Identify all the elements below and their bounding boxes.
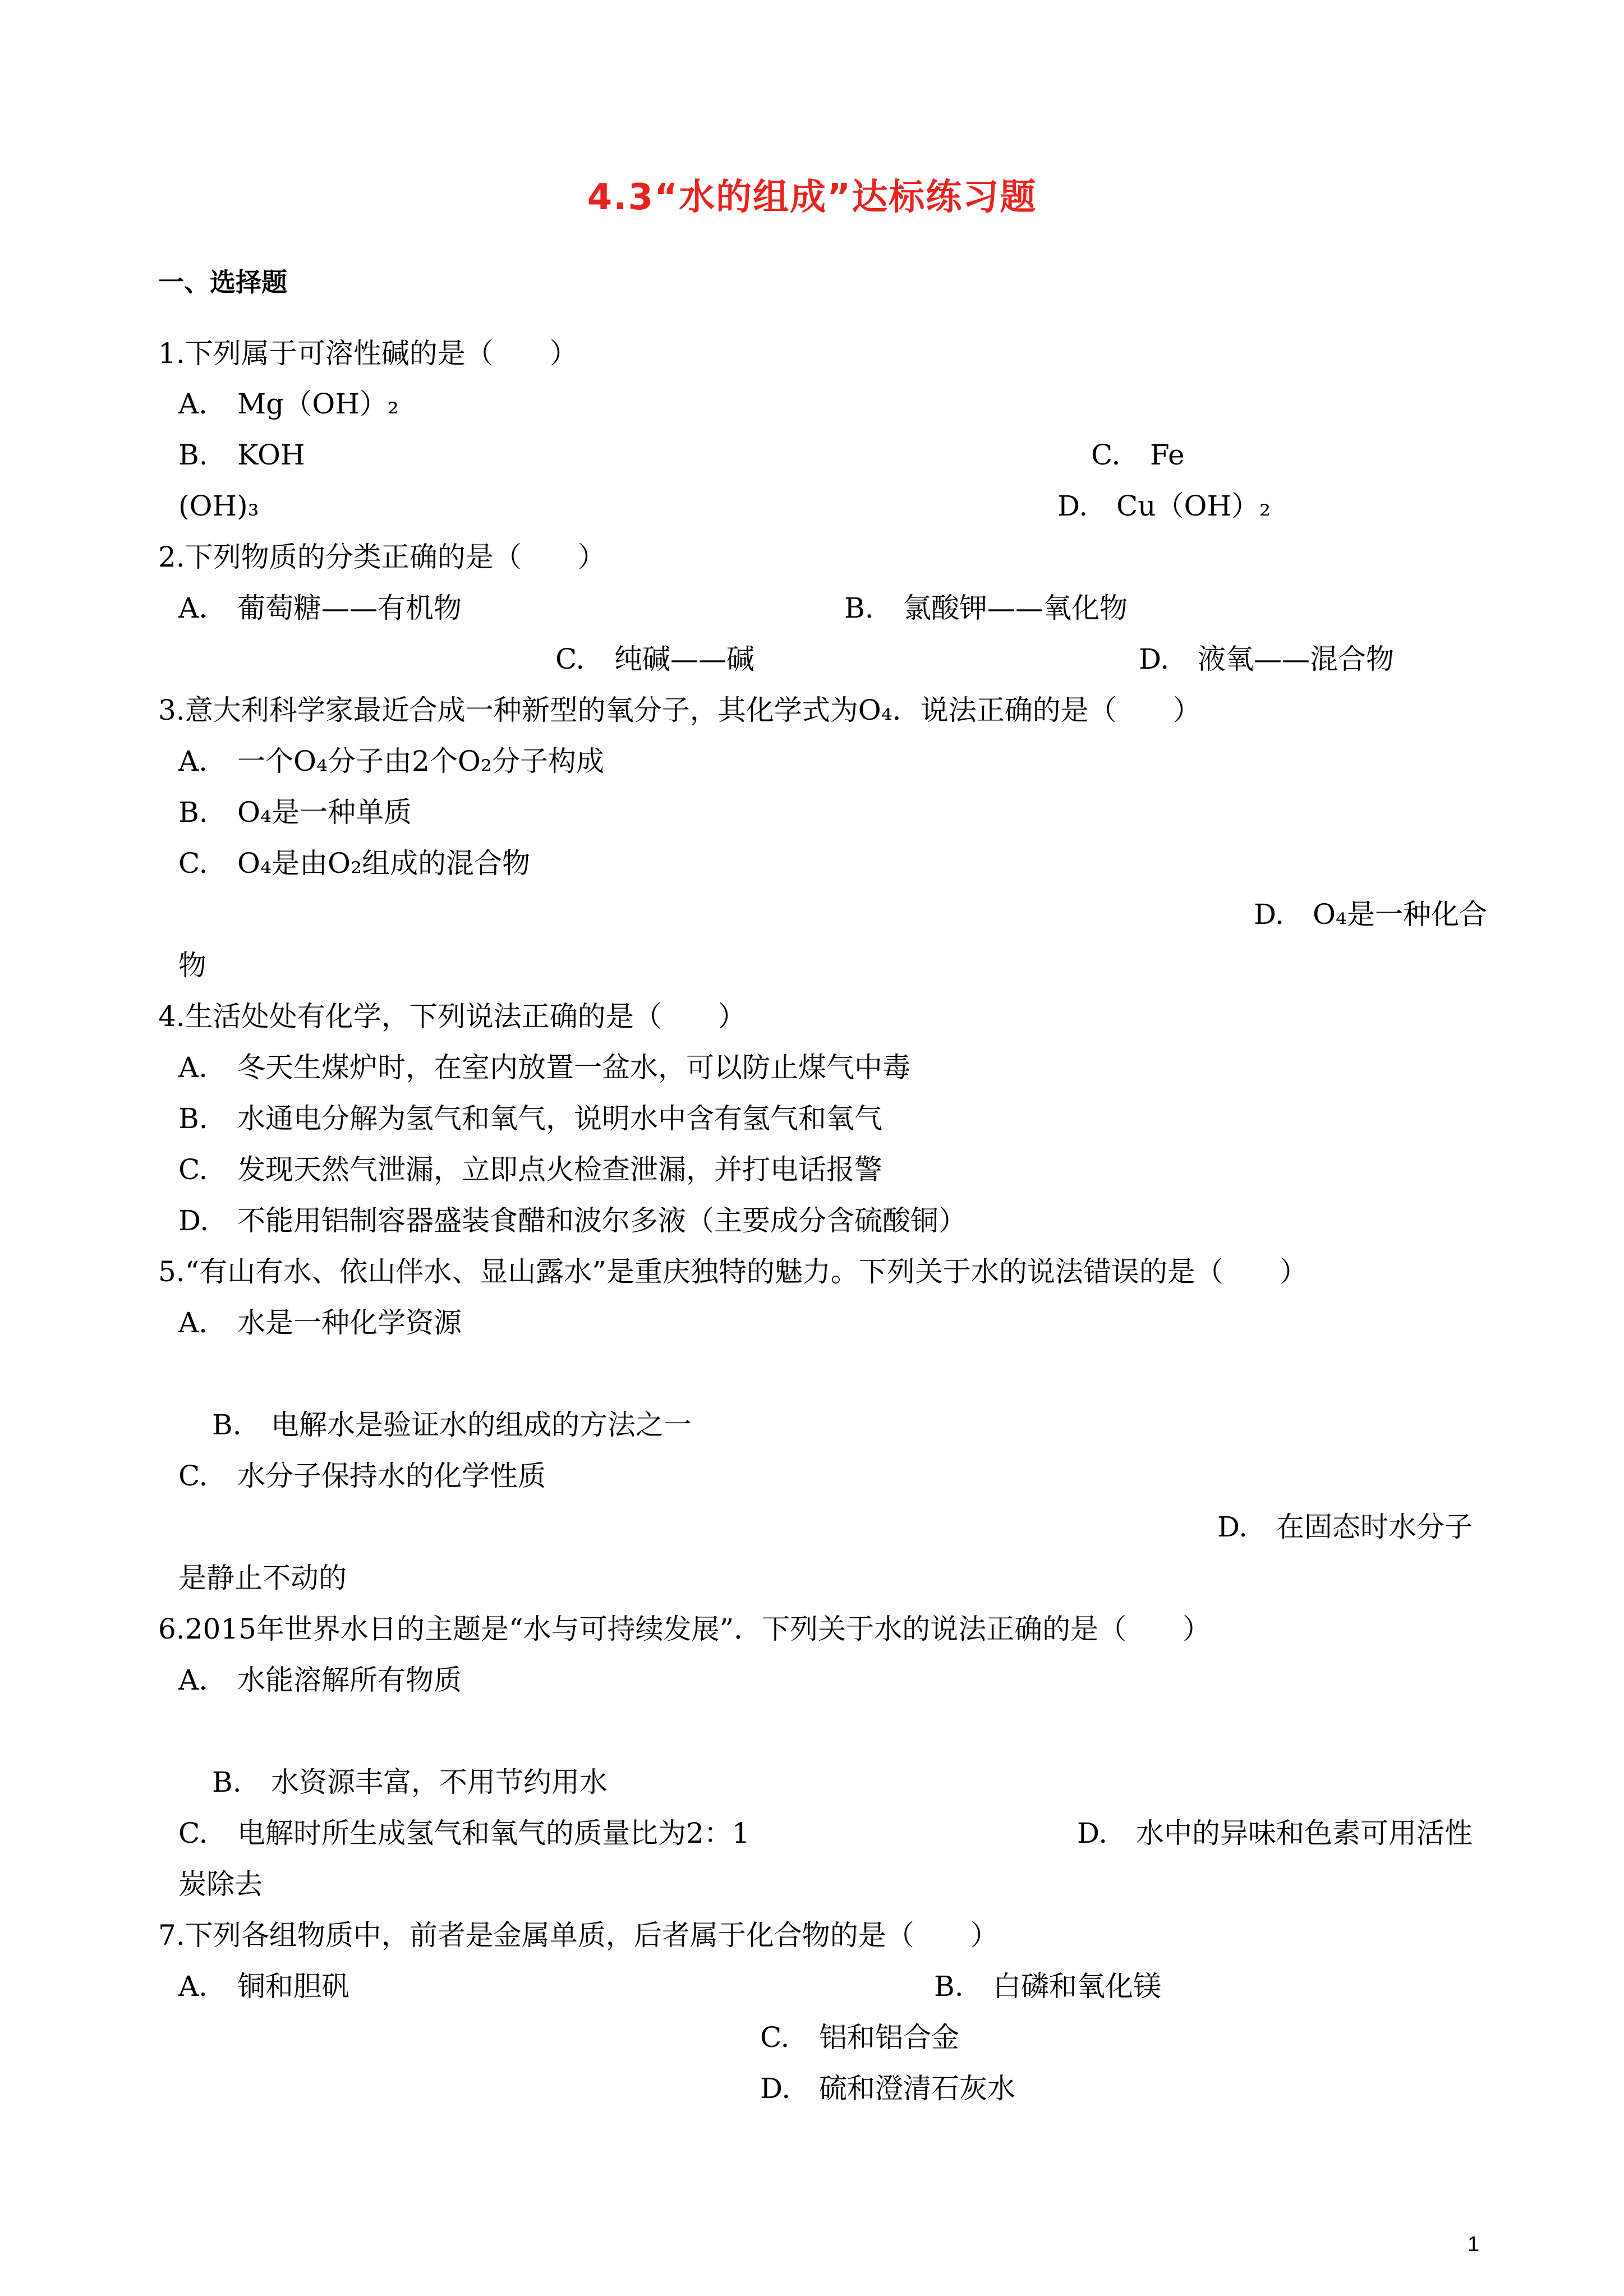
question-4-option-b: B. 水通电分解为氢气和氧气，说明水中含有氢气和氧气: [178, 1102, 882, 1135]
section-heading: 一、选择题: [158, 267, 287, 297]
question-2-stem: 2.下列物质的分类正确的是（ ）: [158, 541, 606, 573]
question-5-option-d-continued: 是静止不动的: [178, 1562, 347, 1594]
page-number: 1: [1467, 2233, 1480, 2256]
question-5-option-d: D. 在固态时水分子: [1217, 1511, 1473, 1543]
question-7-option-c: C. 铝和铝合金: [760, 2021, 959, 2054]
question-2-option-d: D. 液氧——混合物: [1139, 643, 1394, 675]
question-3-option-a: A. 一个O₄分子由2个O₂分子构成: [178, 745, 604, 777]
question-1-option-c-continued: (OH)₃: [178, 490, 259, 522]
question-3-option-d-continued: 物: [178, 949, 206, 982]
question-3-option-d: D. O₄是一种化合: [1254, 898, 1488, 931]
question-1-option-d: D. Cu（OH）₂: [1057, 490, 1271, 522]
question-3-option-b: B. O₄是一种单质: [178, 796, 412, 829]
question-3-stem: 3.意大利科学家最近合成一种新型的氧分子，其化学式为O₄．说法正确的是（ ）: [158, 694, 1201, 726]
question-6-option-b: B. 水资源丰富，不用节约用水: [212, 1766, 608, 1798]
question-3-option-c: C. O₄是由O₂组成的混合物: [178, 847, 531, 880]
question-1-option-b: B. KOH: [178, 439, 305, 471]
question-7-stem: 7.下列各组物质中，前者是金属单质，后者属于化合物的是（ ）: [158, 1919, 999, 1952]
question-5-option-b: B. 电解水是验证水的组成的方法之一: [212, 1409, 692, 1441]
question-5-option-a: A. 水是一种化学资源: [178, 1306, 462, 1339]
question-6-option-d-continued: 炭除去: [178, 1868, 263, 1901]
question-2-option-a: A. 葡萄糖——有机物: [178, 592, 462, 624]
question-4-option-c: C. 发现天然气泄漏，立即点火检查泄漏，并打电话报警: [178, 1153, 882, 1186]
question-2-option-c: C. 纯碱——碱: [555, 643, 755, 675]
question-1-option-a: A. Mg（OH）₂: [178, 388, 399, 420]
question-5-stem: 5.“有山有水、依山伴水、显山露水”是重庆独特的魅力。下列关于水的说法错误的是（ ）: [158, 1255, 1308, 1288]
question-4-stem: 4.生活处处有化学，下列说法正确的是（ ）: [158, 1000, 746, 1033]
document-title: 4.3“水的组成”达标练习题: [587, 177, 1037, 218]
question-1-stem: 1.下列属于可溶性碱的是（ ）: [158, 337, 578, 370]
question-6-option-a: A. 水能溶解所有物质: [178, 1664, 462, 1696]
question-2-option-b: B. 氯酸钾——氧化物: [844, 592, 1128, 624]
question-5-option-c: C. 水分子保持水的化学性质: [178, 1460, 546, 1492]
question-4-option-d: D. 不能用铝制容器盛装食醋和波尔多液（主要成分含硫酸铜）: [178, 1204, 967, 1237]
question-4-option-a: A. 冬天生煤炉时，在室内放置一盆水，可以防止煤气中毒: [178, 1051, 910, 1084]
question-7-option-a: A. 铜和胆矾: [178, 1970, 349, 2003]
question-1-option-c: C. Fe: [1091, 439, 1185, 471]
question-7-option-d: D. 硫和澄清石灰水: [760, 2072, 1015, 2105]
question-6-option-d: D. 水中的异味和色素可用活性: [1077, 1817, 1473, 1849]
question-6-option-c: C. 电解时所生成氢气和氧气的质量比为2：1: [178, 1817, 750, 1849]
question-7-option-b: B. 白磷和氧化镁: [934, 1970, 1161, 2003]
question-6-stem: 6.2015年世界水日的主题是“水与可持续发展”．下列关于水的说法正确的是（ ）: [158, 1613, 1211, 1645]
